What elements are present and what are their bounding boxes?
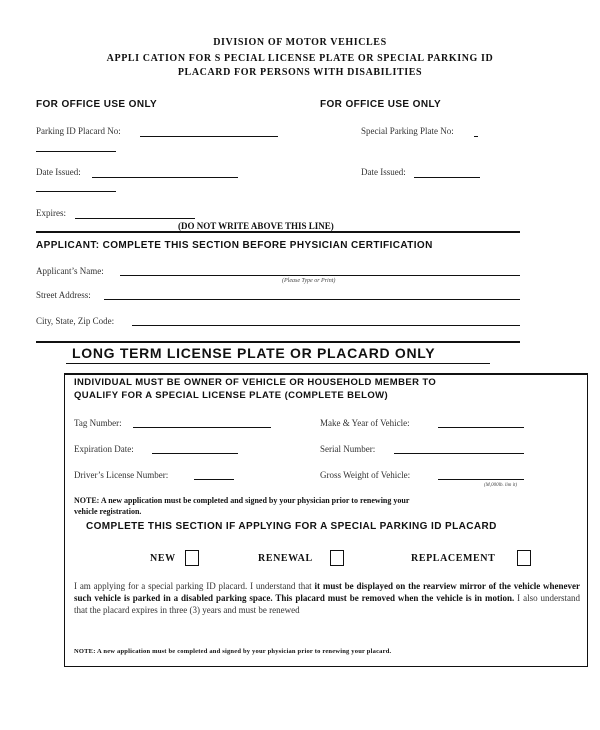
owner-requirement-line-1: INDIVIDUAL MUST BE OWNER OF VEHICLE OR HOUSEHOLD MEMBER TO (74, 377, 437, 388)
office-divider (36, 231, 520, 233)
office-use-header-left: FOR OFFICE USE ONLY (36, 99, 158, 110)
drivers-license-label: Driver’s License Number: (74, 470, 169, 480)
new-checkbox[interactable] (185, 550, 199, 566)
drivers-license-field[interactable] (194, 479, 234, 480)
applicant-divider (36, 341, 520, 343)
city-state-zip-label: City, State, Zip Code: (36, 316, 115, 326)
office-use-header-right: FOR OFFICE USE ONLY (320, 99, 442, 110)
make-year-label: Make & Year of Vehicle: (320, 418, 410, 428)
applicant-name-label: Applicant’s Name: (36, 266, 104, 276)
renewal-checkbox[interactable] (330, 550, 344, 566)
tag-number-field[interactable] (133, 427, 271, 428)
replacement-option-label: REPLACEMENT (411, 553, 496, 564)
print-hint: (Please Type or Print) (282, 278, 336, 284)
street-address-field[interactable] (104, 299, 520, 300)
owner-requirement-line-2: QUALIFY FOR A SPECIAL LICENSE PLATE (COMPLETE BELOW) (74, 390, 389, 401)
renewal-option-label: RENEWAL (258, 553, 313, 564)
form-title-line-3: PLACARD FOR PERSONS WITH DISABILITIES (177, 67, 423, 78)
expires-label: Expires: (36, 208, 66, 218)
form-title-line-2: APPLI CATION FOR S PECIAL LICENSE PLATE OR SPECIAL PARKING ID (106, 53, 494, 64)
long-term-title-underline (66, 363, 490, 364)
parking-id-section-header: COMPLETE THIS SECTION IF APPLYING FOR A SPECIAL PARKING ID PLACARD (86, 521, 497, 532)
expires-field[interactable] (75, 218, 195, 219)
gross-weight-field[interactable] (438, 479, 524, 480)
date-issued-right-label: Date Issued: (361, 167, 406, 177)
applicant-name-field[interactable] (120, 275, 520, 276)
date-issued-left-field[interactable] (92, 177, 238, 178)
long-term-title: LONG TERM LICENSE PLATE OR PLACARD ONLY (72, 345, 436, 361)
weight-limit-hint: (M,000lb. lim it) (484, 483, 518, 488)
new-option-label: NEW (150, 553, 176, 564)
serial-number-label: Serial Number: (320, 444, 376, 454)
date-issued-left-label: Date Issued: (36, 167, 81, 177)
date-issued-left-field-cont[interactable] (36, 191, 116, 192)
renewal-note-line-1: NOTE: A new application must be completed and signed by your physician prior to renewing your (74, 496, 410, 505)
parking-id-placard-field[interactable] (140, 136, 278, 137)
do-not-write-note: (DO NOT WRITE ABOVE THIS LINE) (178, 221, 334, 231)
special-plate-label: Special Parking Plate No: (361, 126, 454, 136)
tag-number-label: Tag Number: (74, 418, 122, 428)
make-year-field[interactable] (438, 427, 524, 428)
renewal-note-line-2: vehicle registration. (74, 507, 142, 516)
replacement-checkbox[interactable] (517, 550, 531, 566)
placard-acknowledgement: I am applying for a special parking ID placard. I understand that it must be displayed on the rearview mirror of the vehicle whenever such vehicle is parked in a disabled parking space. This placard must be removed when the vehicle is in motion. I also understand that the placard expires in three (3) years and must be renewed (74, 581, 581, 615)
special-plate-field[interactable] (474, 136, 478, 137)
gross-weight-label: Gross Weight of Vehicle: (320, 470, 411, 480)
expiration-date-label: Expiration Date: (74, 444, 134, 454)
serial-number-field[interactable] (394, 453, 524, 454)
applicant-section-header: APPLICANT: COMPLETE THIS SECTION BEFORE PHYSICIAN CERTIFICATION (36, 240, 433, 251)
parking-id-placard-label: Parking ID Placard No: (36, 126, 121, 136)
placard-renewal-note: NOTE: A new application must be completed and signed by your physician prior to renewing your placard. (74, 648, 392, 655)
date-issued-right-field[interactable] (414, 177, 480, 178)
form-title-line-1: DIVISION OF MOTOR VEHICLES (213, 37, 387, 48)
expiration-date-field[interactable] (152, 453, 238, 454)
parking-id-placard-field-cont[interactable] (36, 151, 116, 152)
city-state-zip-field[interactable] (132, 325, 520, 326)
street-address-label: Street Address: (36, 290, 91, 300)
